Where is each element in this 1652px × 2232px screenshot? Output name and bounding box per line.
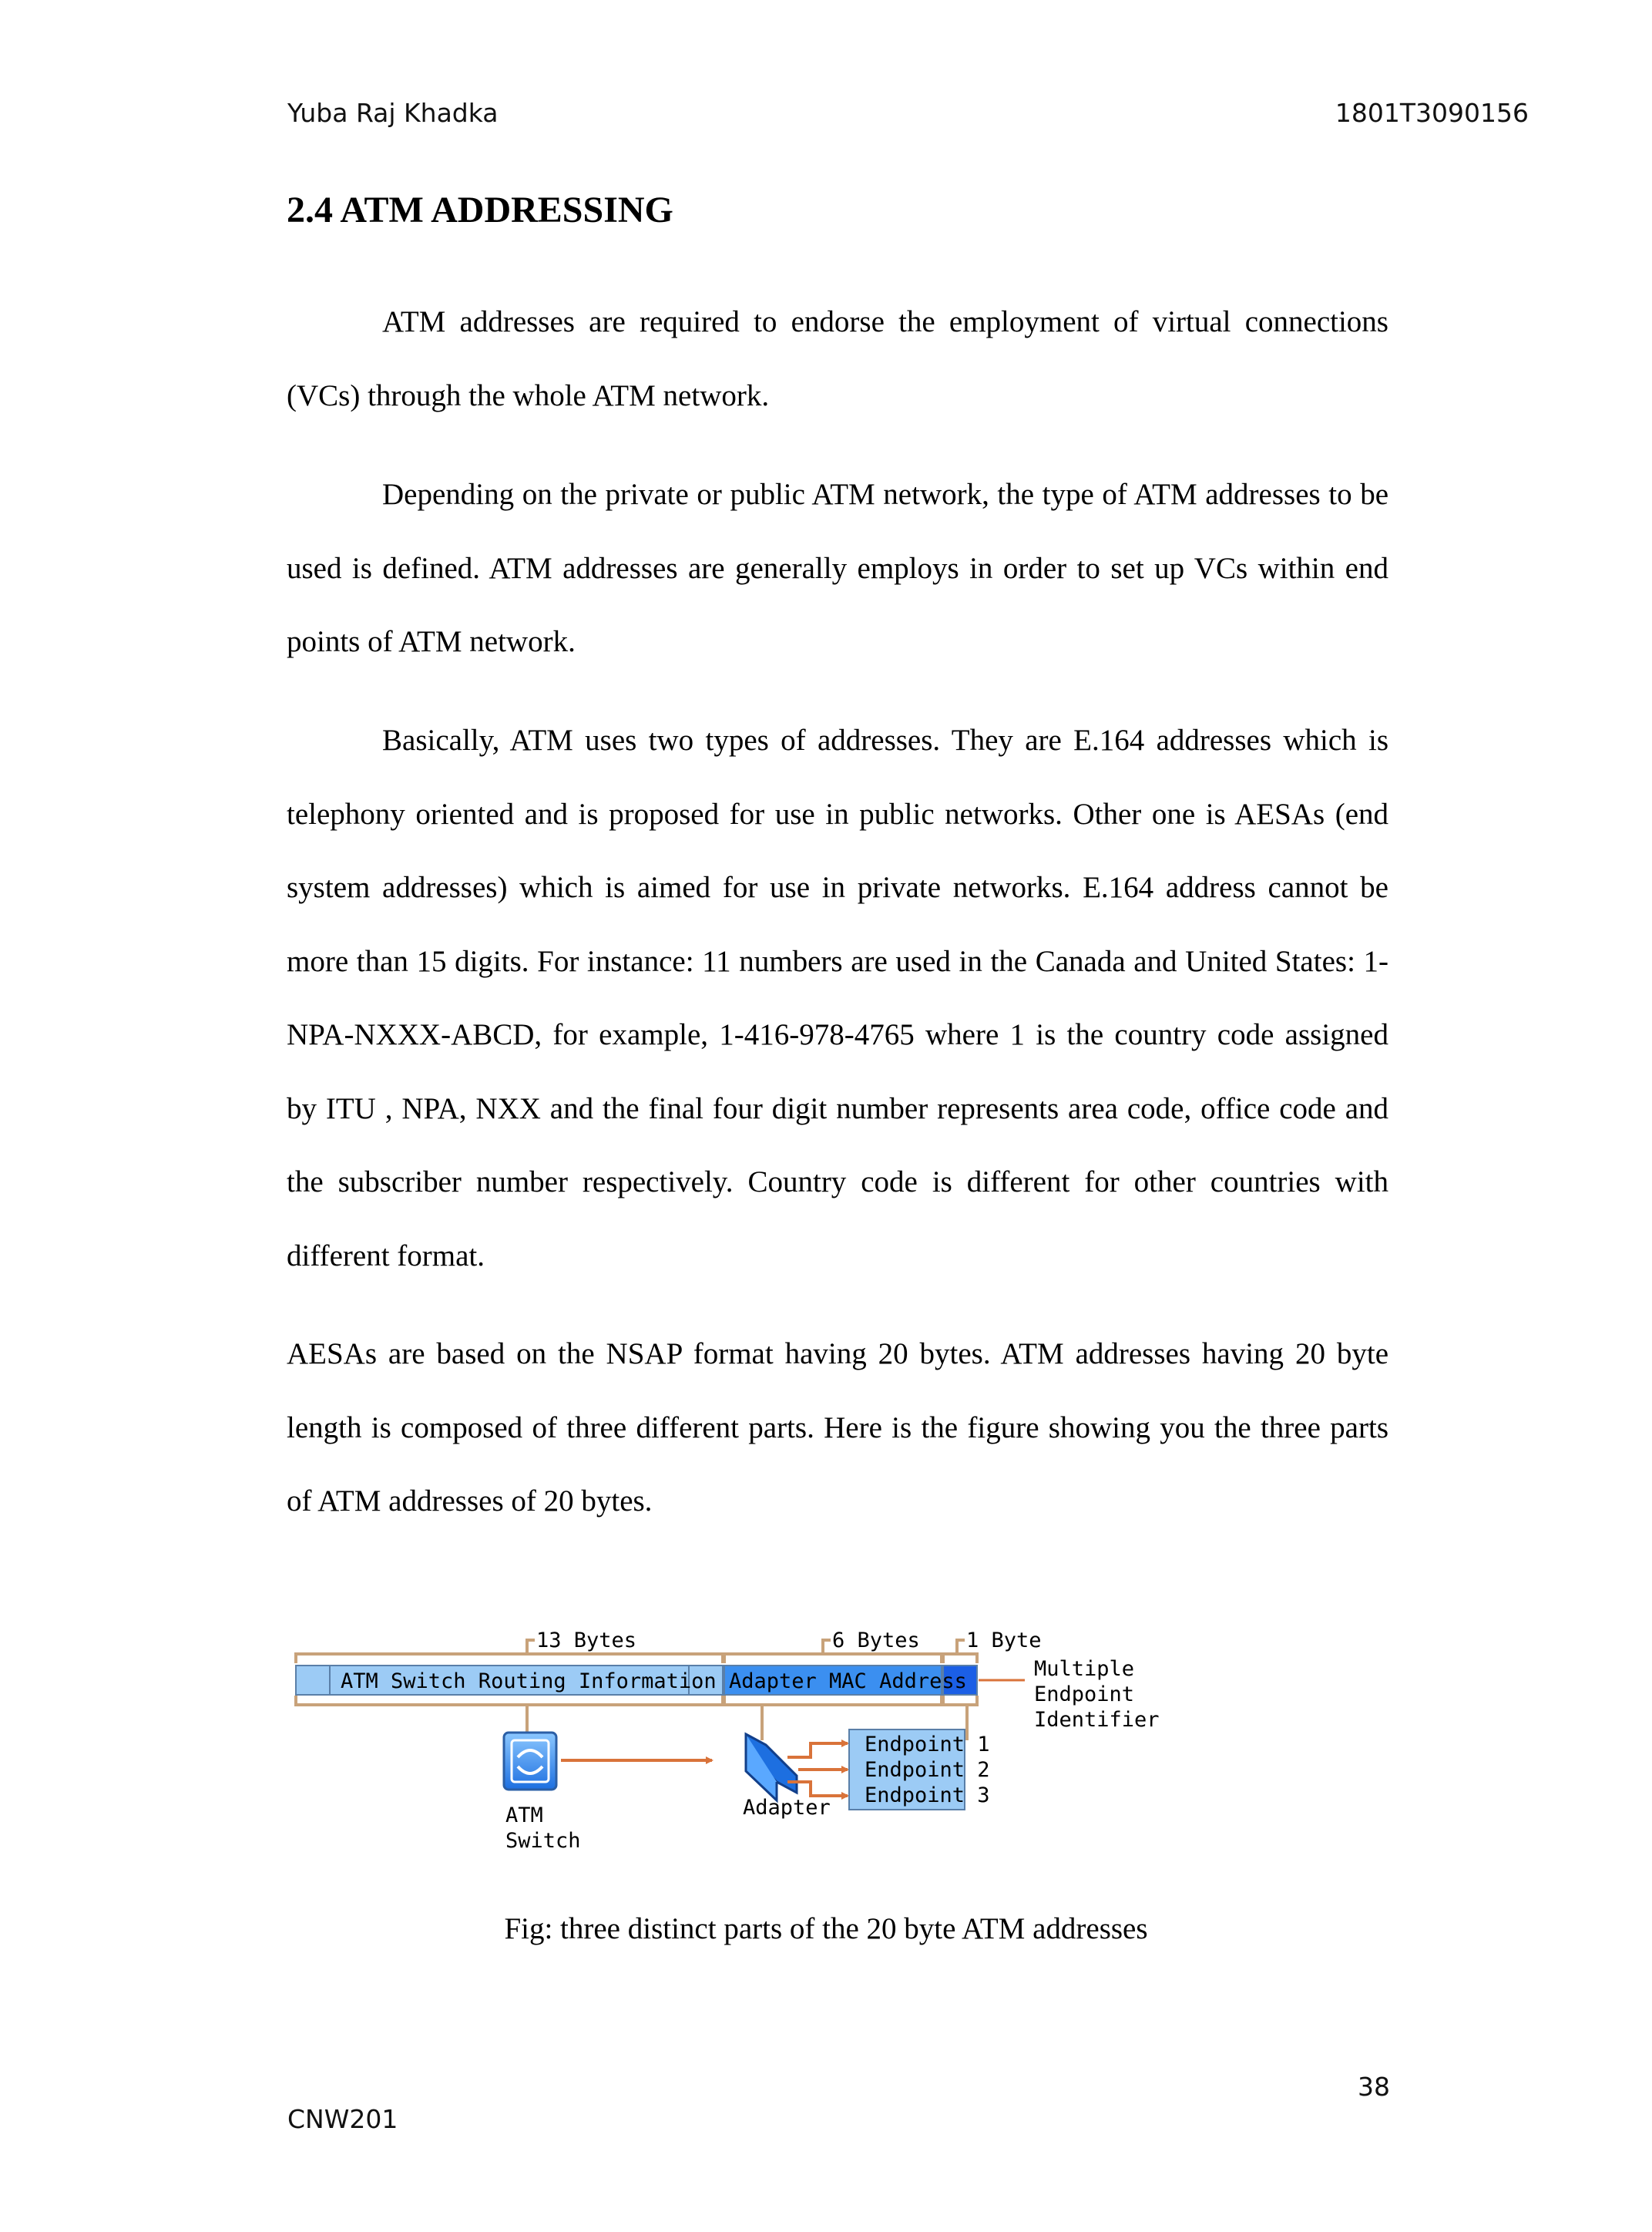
label-identifier: Identifier bbox=[1034, 1708, 1160, 1732]
label-adapter-mac: Adapter MAC Address bbox=[729, 1669, 967, 1693]
label-endpoint-2: Endpoint 2 bbox=[865, 1758, 990, 1782]
footer-course: CNW201 bbox=[287, 2104, 398, 2134]
paragraph-1 bbox=[287, 285, 1388, 432]
label-13-bytes: 13 Bytes bbox=[536, 1629, 637, 1652]
figure-caption: Fig: three distinct parts of the 20 byte ATM addresses bbox=[504, 1912, 1148, 1945]
label-multiple: Multiple bbox=[1034, 1657, 1135, 1681]
label-switch: Switch bbox=[505, 1829, 581, 1853]
paragraph-4-text: AESAs are based on the NSAP format having 20 bytes. ATM addresses having 20 byte length is composed of three different parts. Here is the figure showing you the three parts of ATM addresses of 20 bytes. bbox=[287, 1337, 1388, 1518]
paragraph-4 bbox=[287, 1317, 1388, 1538]
label-atm: ATM bbox=[505, 1803, 543, 1827]
paragraph-3 bbox=[287, 704, 1388, 1292]
label-endpoint-1: Endpoint 1 bbox=[865, 1733, 990, 1756]
atm-address-figure bbox=[287, 1586, 1160, 1864]
paragraph-2 bbox=[287, 458, 1388, 679]
header-author: Yuba Raj Khadka bbox=[287, 98, 499, 128]
label-6-bytes: 6 Bytes bbox=[832, 1629, 920, 1652]
header-student-id: 1801T3090156 bbox=[1335, 98, 1529, 128]
adapter-icon bbox=[746, 1734, 797, 1800]
label-endpoint-3: Endpoint 3 bbox=[865, 1783, 990, 1807]
label-endpoint: Endpoint bbox=[1034, 1682, 1135, 1706]
paragraph-2-text: Depending on the private or public ATM network, the type of ATM addresses to be used is defined. ATM addresses are generally employs in order to set up VCs within end points of ATM network. bbox=[287, 478, 1388, 658]
label-adapter: Adapter bbox=[743, 1796, 831, 1820]
section-title: 2.4 ATM ADDRESSING bbox=[287, 190, 673, 230]
label-switch-routing: ATM Switch Routing Information bbox=[341, 1669, 717, 1693]
atm-switch-icon bbox=[504, 1733, 556, 1790]
page-number: 38 bbox=[1358, 2072, 1390, 2102]
atm-address-diagram bbox=[287, 1586, 1160, 1864]
paragraph-3-text: Basically, ATM uses two types of addresses. They are E.164 addresses which is telephony oriented and is proposed for use in public networks. Other one is AESAs (end system addresses) which is aimed for use in private networks. E.164 address cannot be more than 15 digits. For instance: 11 numbers are used in the Canada and United States: 1-NPA-NXXX-ABCD, for example, 1-416-978-4765 where 1 is the country code assigned by ITU , NPA, NXX and the final four digit number represents area code, office code and the subscriber number respectively. Country code is different for other countries with different format. bbox=[287, 724, 1388, 1272]
label-1-byte: 1 Byte bbox=[966, 1629, 1042, 1652]
paragraph-1-text: ATM addresses are required to endorse the employment of virtual connections (VCs) through the whole ATM network. bbox=[287, 305, 1388, 412]
